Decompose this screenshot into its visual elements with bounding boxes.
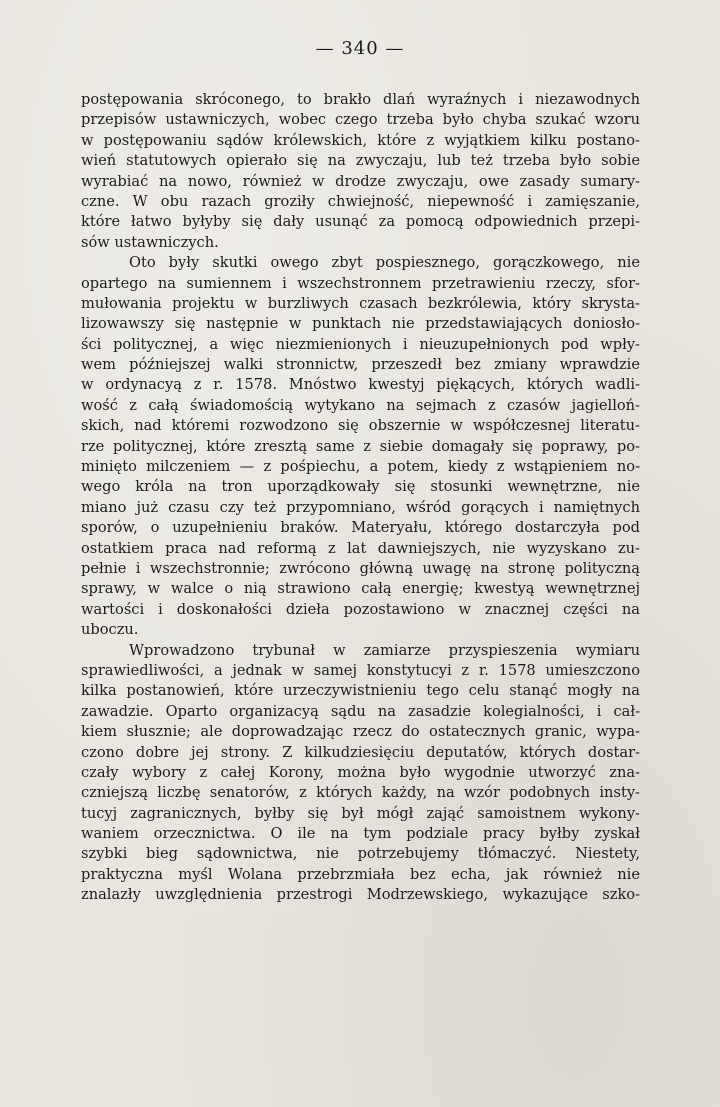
text-line: czne. W obu razach groziły chwiejność, niepewność i zamięszanie,	[81, 192, 640, 210]
text-line: sów ustawniczych.	[81, 233, 219, 251]
text-line: postępowania skróconego, to brakło dlań wyraźnych i niezawodnych	[81, 91, 640, 108]
text-line: opartego na sumiennem i wszechstronnem przetrawieniu rzeczy, sfor-	[81, 274, 640, 292]
text-line: mułowania projektu w burzliwych czasach bezkrólewia, który skrysta-	[81, 294, 640, 312]
text-line: wyrabiać na nowo, również w drodze zwyczaju, owe zasady sumary-	[81, 172, 640, 190]
text-line: szybki bieg sądownictwa, nie potrzebujemy tłómaczyć. Niestety,	[81, 845, 640, 863]
text-line: znalazły uwzględnienia przestrogi Modrzewskiego, wykazujące szko-	[81, 886, 640, 904]
paragraph-2	[81, 253, 640, 640]
text-line: pełnie i wszechstronnie; zwrócono główną uwagę na stronę polityczną	[81, 559, 640, 577]
text-line: wień statutowych opierało się na zwyczaju, lub też trzeba było sobie	[81, 152, 640, 170]
text-line: w ordynacyą z r. 1578. Mnóstwo kwestyj piękących, których wadli-	[81, 376, 640, 394]
text-line: przepisów ustawniczych, wobec czego trzeba było chyba szukać wzoru	[81, 111, 640, 129]
text-line: skich, nad któremi rozwodzono się obszernie w współczesnej literatu-	[81, 417, 640, 435]
text-line: zawadzie. Oparto organizacyą sądu na zasadzie kolegialności, i cał-	[81, 702, 640, 720]
text-line: ostatkiem praca nad reformą z lat dawniejszych, nie wyzyskano zu-	[81, 539, 640, 557]
text-line: czono dobre jej strony. Z kilkudziesięciu deputatów, których dostar-	[81, 743, 640, 761]
text-line: Oto były skutki owego zbyt pospiesznego, gorączkowego, nie	[129, 254, 640, 272]
body-text	[81, 90, 640, 906]
text-line: wość z całą świadomością wytykano na sejmach z czasów jagielloń-	[81, 396, 640, 414]
paragraph-3	[81, 641, 640, 906]
text-line: sprawiedliwości, a jednak w samej konstytucyi z r. 1578 umieszczono	[81, 661, 640, 679]
text-line: wartości i doskonałości dzieła pozostawiono w znacznej części na	[81, 600, 640, 618]
text-line: wem późniejszej walki stronnictw, przeszedł bez zmiany wprawdzie	[81, 356, 640, 374]
text-line: w postępowaniu sądów królewskich, które z wyjątkiem kilku postano-	[81, 131, 640, 149]
text-line: uboczu.	[81, 621, 139, 639]
paragraph-1	[81, 90, 640, 253]
text-line: tucyj zagranicznych, byłby się był mógł zająć samoistnem wykony-	[81, 804, 640, 822]
text-line: kilka postanowień, które urzeczywistnieniu tego celu stanąć mogły na	[81, 682, 640, 700]
text-line: rze politycznej, które zresztą same z siebie domagały się poprawy, po-	[81, 437, 640, 455]
text-line: Wprowadzono trybunał w zamiarze przyspieszenia wymiaru	[129, 641, 640, 659]
text-line: czniejszą liczbę senatorów, z których każdy, na wzór podobnych insty-	[81, 784, 640, 802]
text-line: miano już czasu czy też przypomniano, wśród gorących i namiętnych	[81, 498, 640, 516]
text-line: sprawy, w walce o nią strawiono całą energię; kwestyą wewnętrznej	[81, 580, 640, 598]
text-line: sporów, o uzupełnieniu braków. Materyału, którego dostarczyła pod	[81, 519, 640, 537]
text-line: waniem orzecznictwa. O ile na tym podziale pracy byłby zyskał	[81, 825, 640, 843]
page-number: — 340 —	[315, 38, 405, 59]
text-line: minięto milczeniem — z pośpiechu, a potem, kiedy z wstąpieniem no-	[81, 458, 640, 476]
text-line: wego króla na tron uporządkowały się stosunki wewnętrzne, nie	[81, 478, 640, 496]
text-line: kiem słusznie; ale doprowadzając rzecz do ostatecznych granic, wypa-	[81, 723, 640, 741]
text-line: lizowawszy się następnie w punktach nie przedstawiających doniosło-	[81, 315, 640, 333]
text-line: ści politycznej, a więc niezmienionych i nieuzupełnionych pod wpły-	[81, 335, 640, 353]
text-line: które łatwo byłyby się dały usunąć za pomocą odpowiednich przepi-	[81, 213, 640, 231]
text-line: czały wybory z całej Korony, można było wygodnie utworzyć zna-	[81, 763, 640, 781]
text-line: praktyczna myśl Wolana przebrzmiała bez echa, jak również nie	[81, 865, 640, 883]
